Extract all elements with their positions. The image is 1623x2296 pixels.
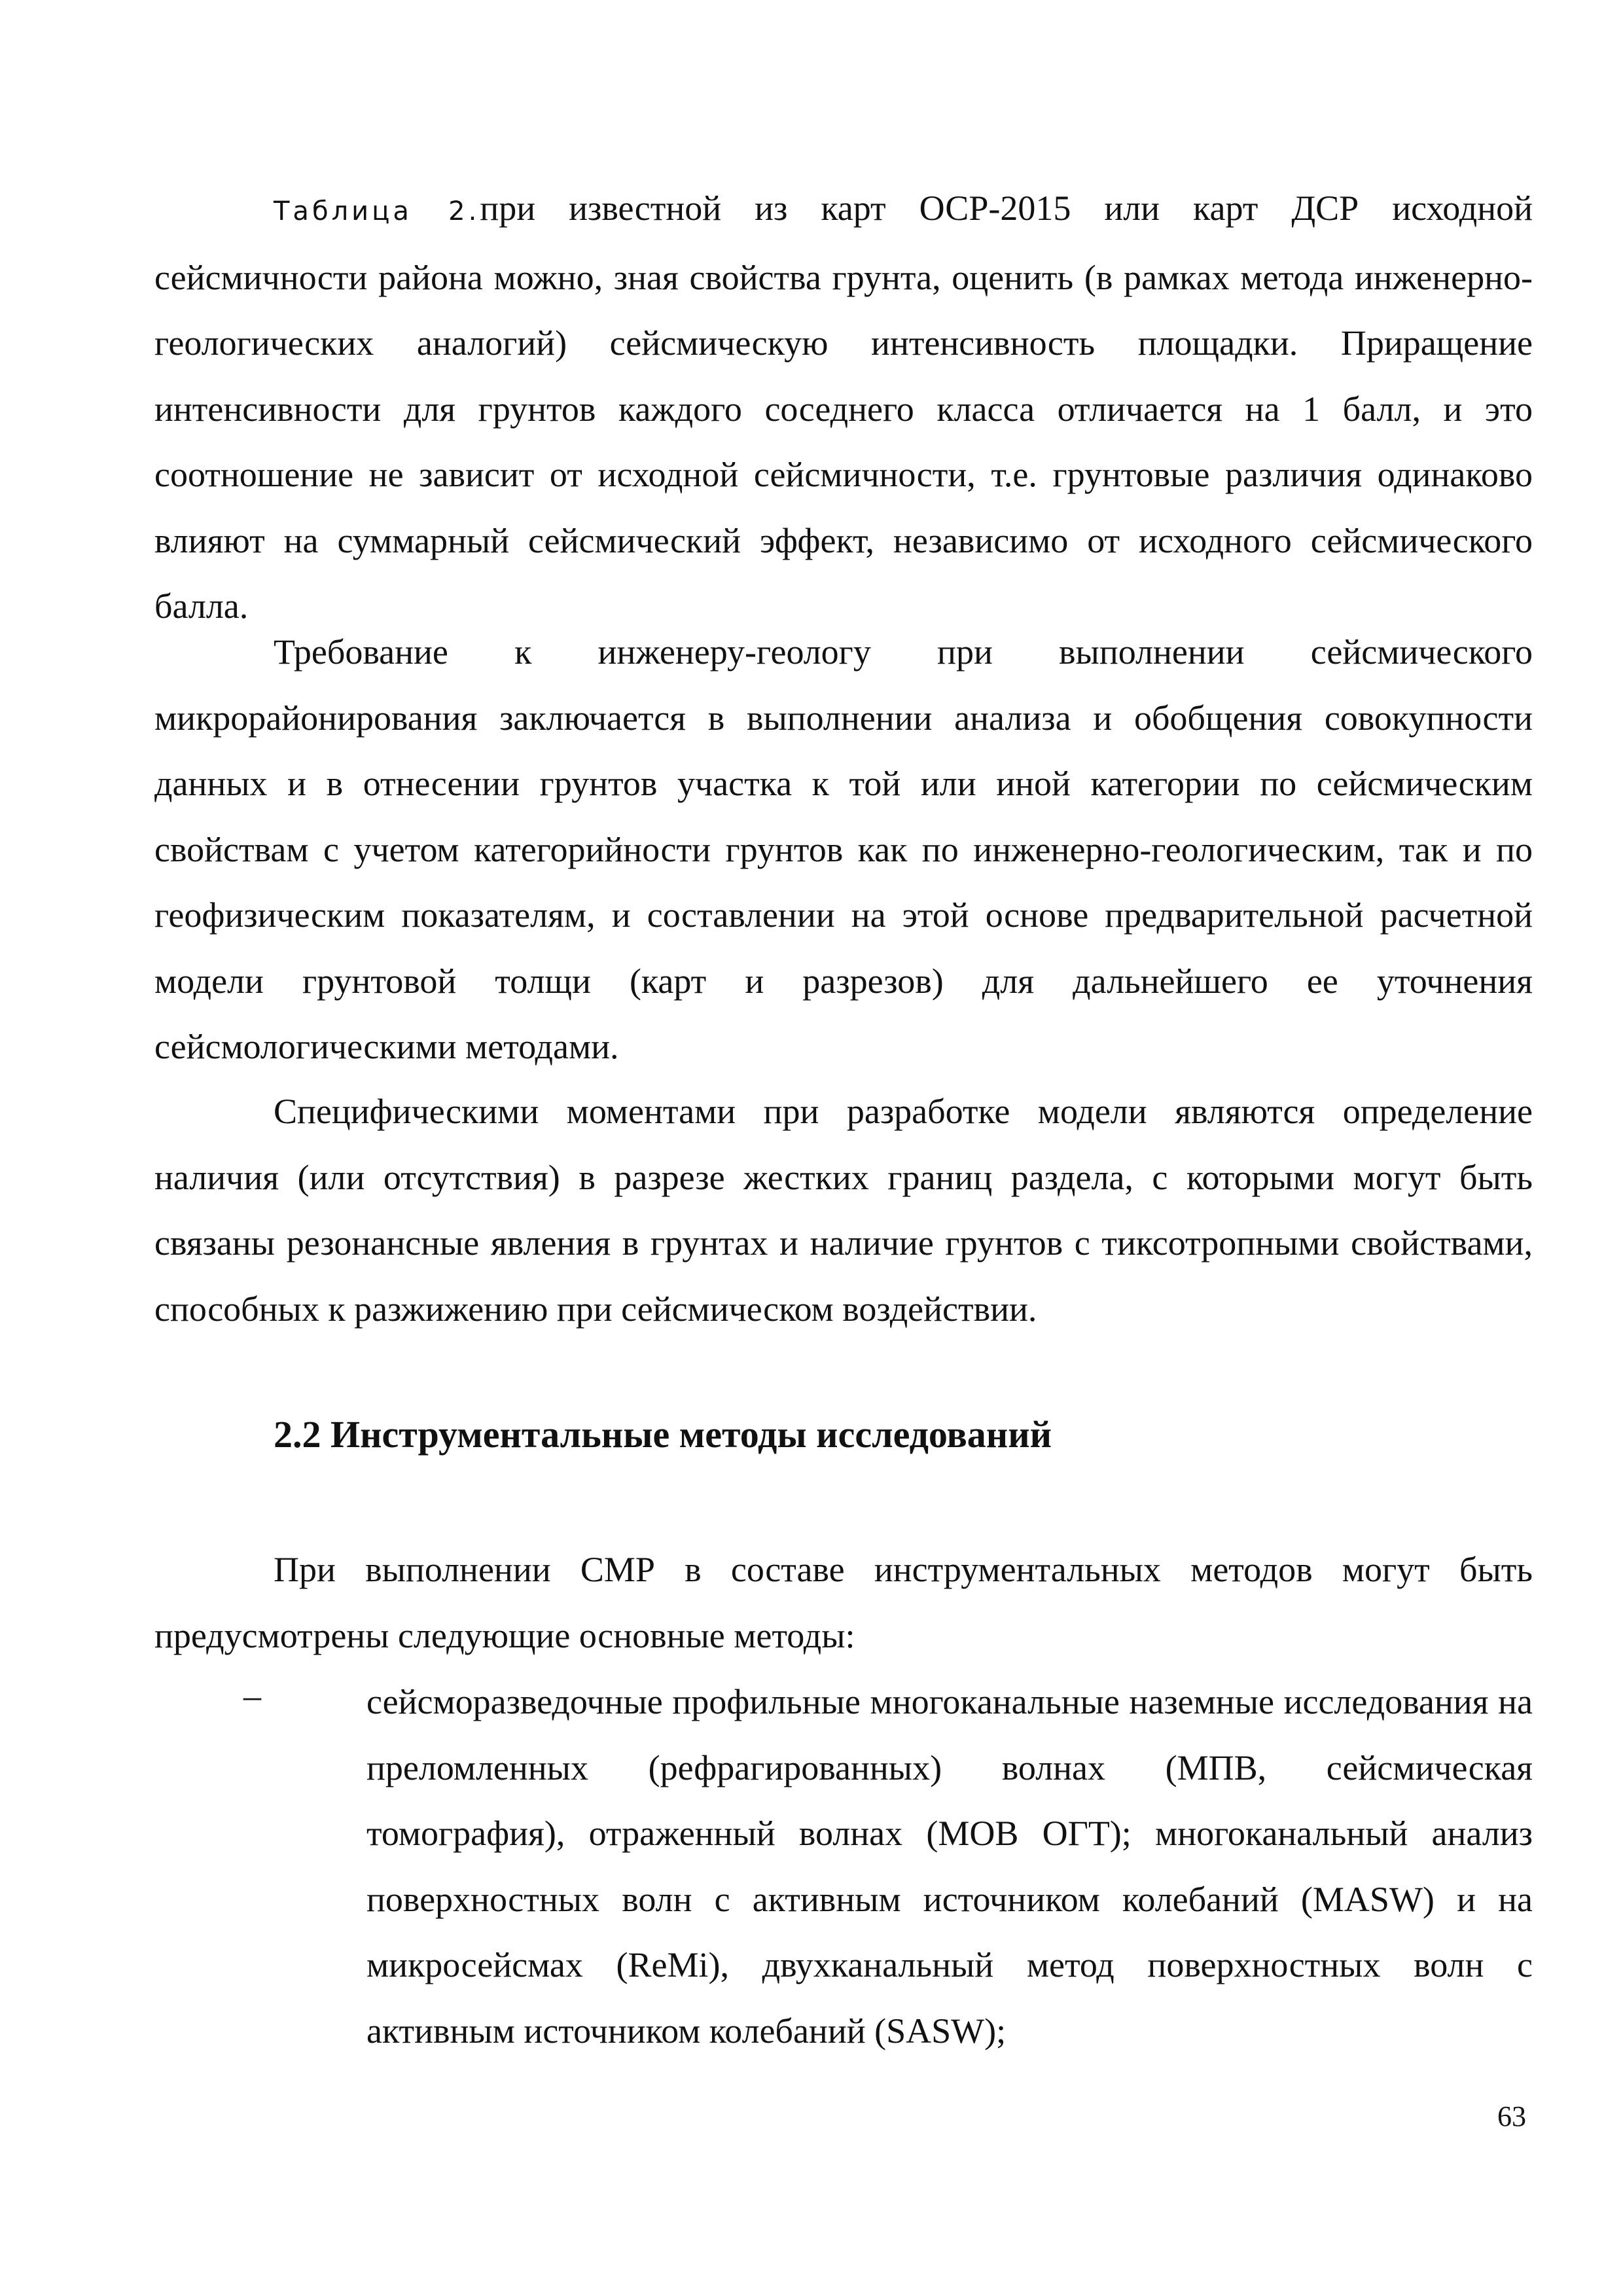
paragraph-1-text: при известной из карт ОСР-2015 или карт ДСР исходной сейсмичности района можно, зная свойства грунта, оценить (в рамках метода инженерно-геологических аналогий) сейсмическую интенсивность площадки. Приращение интенсивности для грунтов каждого соседнего класса отличается на 1 балл, и это соотношение не зависит от исходной сейсмичности, т.е. грунтовые различия одинаково влияют на суммарный сейсмический эффект, независимо от исходного сейсмического балла. — [154, 188, 1533, 626]
page-number: 63 — [1497, 2100, 1526, 2132]
paragraph-4: При выполнении СМР в составе инструментальных методов могут быть предусмотрены следующие основные методы: — [154, 1550, 1533, 1655]
list-item: сейсморазведочные профильные многоканальные наземные исследования на преломленных (рефрагированных) волнах (МПВ, сейсмическая томография), отраженный волнах (МОВ ОГТ); многоканальный анализ поверхностных волн с активным источником колебаний (MASW) и на микросейсмах (ReMi), двухканальный метод поверхностных волн с активным источником колебаний (SASW); — [366, 1682, 1533, 2051]
paragraph-2: Требование к инженеру-геологу при выполнении сейсмического микрорайонирования заключается в выполнении анализа и обобщения совокупности данных и в отнесении грунтов участка к той или иной категории по сейсмическим свойствам с учетом категорийности грунтов как по инженерно-геологическим, так и по геофизическим показателям, и составлении на этой основе предварительной расчетной модели грунтовой толщи (карт и разрезов) для дальнейшего ее уточнения сейсмологическими методами. — [154, 632, 1533, 1066]
section-heading: 2.2 Инструментальные методы исследований — [274, 1413, 1052, 1456]
paragraph-1 — [154, 175, 1533, 639]
table-reference-label: Таблица 2. — [274, 196, 480, 226]
list-item-marker: – — [243, 1676, 261, 1715]
paragraph-3: Специфическими моментами при разработке модели являются определение наличия (или отсутствия) в разрезе жестких границ раздела, с которыми могут быть связаны резонансные явления в грунтах и наличие грунтов с тиксотропными свойствами, способных к разжижению при сейсмическом воздействии. — [154, 1092, 1533, 1329]
